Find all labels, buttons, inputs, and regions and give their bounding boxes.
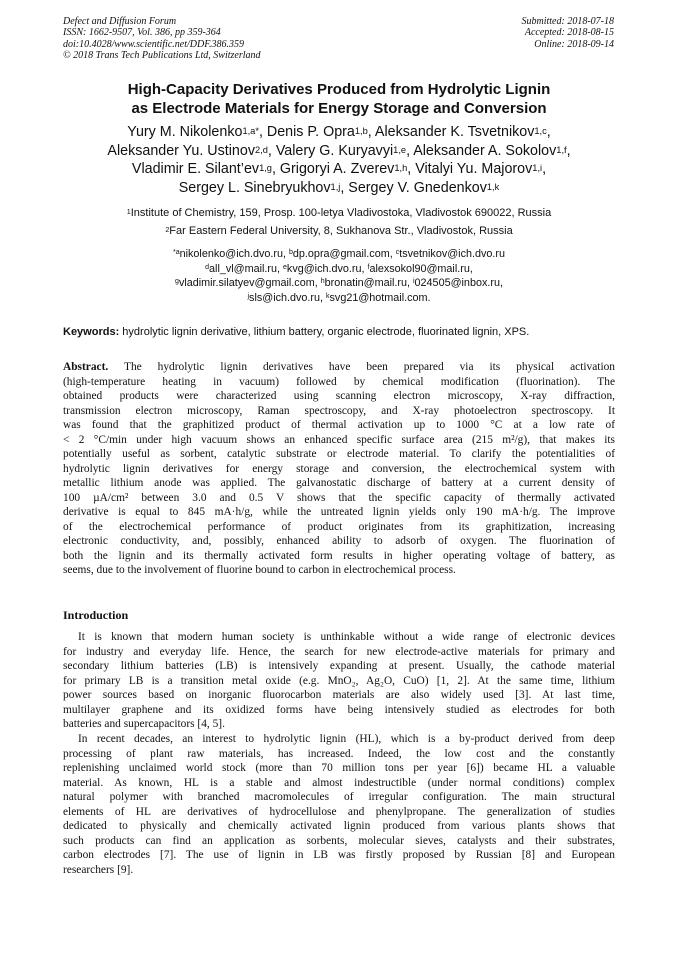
author-separator: , (406, 142, 414, 159)
abstract-line: (high-temperature heating in vacuum) followed by chemical modification (fluorination). The (63, 375, 615, 388)
paragraph-line: replenishing unclaimed world stock (more than 70 million tons per year [6]) became HL a valuable (63, 762, 615, 774)
author-separator: , (566, 142, 571, 159)
email-marker: e (283, 263, 287, 271)
paragraph-line: carbon electrodes [7]. The use of lignin in LB was firstly proposed by Russian [8] and European (63, 849, 615, 861)
author-name: Aleksander Yu. Ustinov (107, 142, 255, 159)
email-separator: , (499, 277, 503, 290)
email-marker: f (367, 263, 370, 271)
author-list (30, 123, 648, 197)
author-name: Aleksander K. Tsvetnikov (374, 124, 535, 140)
email-address: alexsokol90@mail.ru (369, 262, 470, 275)
author-line (30, 179, 648, 198)
journal-info (63, 16, 261, 62)
accepted-date: Accepted: 2018-08-15 (524, 27, 614, 39)
abstract-text: The hydrolytic lignin derivatives have been prepared via its physical activation (108, 361, 615, 373)
abstract-line: < 2 °C/min under high vacuum shows an enhanced specific surface area (215 m²/g), that makes its (63, 433, 615, 446)
abstract-line: metallic lithium anode was applied. The galvanostatic discharge of battery at a current density of (63, 477, 615, 489)
affiliation-text: Far Eastern Federal University, 8, Sukhanova Str., Vladivostok, Russia (169, 225, 513, 237)
email-marker: i (412, 278, 415, 286)
email-address: all_vl@mail.ru (209, 262, 278, 275)
author-name: Vitalyi Yu. Majorov (415, 161, 533, 178)
author-line (30, 123, 648, 142)
abstract (63, 360, 615, 578)
email-line (30, 247, 648, 262)
email-separator: , (406, 277, 413, 290)
author-affiliation-marker: 1,f (556, 144, 567, 155)
author-separator: , (367, 124, 375, 140)
title-line: as Electrode Materials for Energy Storage and Conversion (131, 99, 547, 117)
email-list (30, 247, 648, 305)
affiliation-marker: 1 (126, 208, 131, 216)
journal-name: Defect and Diffusion Forum (63, 16, 177, 27)
author-separator: , (267, 142, 276, 159)
abstract-line: both the lignin and its thermally activated form results in higher operating voltage of battery, as (63, 549, 615, 562)
paragraph-line: natural polymer with branched macromolecules of irregular configuration. The main structural (63, 791, 615, 803)
email-separator: , (314, 277, 321, 290)
online-date: Online: 2018-09-14 (534, 38, 614, 50)
abstract-line: hydrolytic lignin derivatives for energy storage and conversion, the electrochemical system with (63, 462, 615, 475)
author-affiliation-marker: 1,e (393, 144, 407, 155)
email-separator: , (469, 262, 473, 275)
abstract-line: seems, due to the involvement of fluorine bound to carbon in electrochemical process. (63, 564, 456, 576)
author-affiliation-marker: 1,g (259, 163, 272, 174)
author-name: Sergey V. Gnedenkov (348, 179, 487, 196)
introduction-paragraph-1 (63, 630, 615, 732)
email-address: bronatin@mail.ru (324, 277, 407, 290)
abstract-label: Abstract. (63, 361, 109, 373)
author-separator: , (258, 124, 267, 140)
author-affiliation-marker: 1,j (330, 181, 341, 192)
author-affiliation-marker: 1,i (532, 163, 543, 174)
issn-volume-pages: ISSN: 1662-9507, Vol. 386, pp 359-364 (63, 27, 221, 39)
author-name: Sergey L. Sinebryukhov (178, 179, 331, 196)
abstract-line: 100 µA/cm² between 3.0 and 0.5 V shows that the specific capacity of thermally activated (63, 491, 615, 504)
doi: doi:10.4028/www.scientific.net/DDF.386.359 (63, 38, 245, 50)
paragraph-line: multilayer graphene and its oxidized forms have being intensively studied as electrodes for both (63, 703, 615, 716)
abstract-line: of the electrochemical performance of product originates from its graphitization, increasing (63, 520, 615, 533)
abstract-line: potentially useful as sorbent, catalytic substrate or electrode material. To clarify the potentialities of (63, 448, 615, 460)
author-separator: , (542, 161, 547, 178)
email-line (30, 291, 648, 306)
author-name: Denis P. Opra (266, 124, 355, 140)
paragraph-line: for industry and everyday life. Hence, the search for new electrode-active materials for primary and (63, 645, 615, 658)
abstract-line: was found that the graphitized product of thermal activation up to 1000 °C at a low rate of (63, 419, 615, 431)
paragraph-line: It is known that modern human society is unthinkable without a wide range of electronic devices (78, 631, 615, 643)
email-separator: , (361, 262, 368, 275)
abstract-line: obtained products were characterized using scanning electron microscopy, X-ray diffraction, (63, 390, 615, 402)
paragraph-line: In recent decades, an interest to hydrolytic lignin (HL), which is a by-product derived from deep (78, 733, 615, 745)
email-marker: c (395, 249, 400, 256)
abstract-line: derivative is equal to 845 mA·h/g, while the untreated lignin yields only 190 mA·h/g. The improve (63, 506, 615, 518)
email-separator: . (427, 291, 431, 304)
paragraph-line: such products can find an application as sorbents, molecular sieves, catalysts and their substrates, (63, 834, 615, 847)
email-address: vladimir.silatyev@gmail.com (178, 277, 315, 290)
author-separator: , (340, 179, 349, 196)
author-line (30, 160, 648, 179)
copyright: © 2018 Trans Tech Publications Ltd, Switzerland (63, 50, 261, 62)
email-line (30, 262, 648, 277)
paragraph-line: secondary lithium batteries (LB) is intensively expanding at present. Usually, the cathode material (63, 660, 615, 672)
author-separator: , (271, 161, 280, 178)
email-address: svg21@hotmail.com (329, 291, 428, 304)
paragraph-line: processing of plant raw materials, has increased. Indeed, the low cost and the constantly (63, 747, 615, 760)
email-address: sls@ich.dvo.ru (249, 291, 321, 304)
paragraph-line: material. As known, HL is a stable and almost indestructible (under normal conditions) complex (63, 776, 615, 789)
keywords-label: Keywords: (63, 326, 120, 338)
introduction-paragraph-2 (63, 732, 615, 877)
email-address: dp.opra@gmail.com (292, 248, 390, 260)
email-separator: , (320, 291, 327, 304)
affiliation-2 (30, 224, 648, 238)
email-marker: g (175, 278, 179, 286)
abstract-line: transmission electron microscopy, Raman spectroscopy, and X-ray photoelectron spectroscopy. It (63, 404, 615, 417)
email-address: tsvetnikov@ich.dvo.ru (399, 248, 505, 260)
author-affiliation-marker: 1,k (486, 181, 500, 192)
author-name: Aleksander A. Sokolov (413, 142, 557, 159)
author-affiliation-marker: 1,c (534, 126, 547, 136)
author-separator: , (407, 161, 416, 178)
publication-dates (522, 16, 615, 50)
paper-title (40, 81, 638, 118)
paragraph-line: power sources based on inorganic fluorocarbon materials are also widely used [3]. At last time, (63, 689, 615, 701)
section-heading-introduction: Introduction (63, 608, 129, 622)
author-name: Vladimir E. Silant’ev (131, 161, 260, 178)
email-marker: d (205, 263, 210, 271)
email-address: nikolenko@ich.dvo.ru (179, 248, 284, 260)
keywords-text: hydrolytic lignin derivative, lithium battery, organic electrode, fluorinated lignin, XPS. (119, 326, 530, 338)
email-marker: b (289, 249, 293, 256)
paragraph-line: batteries and supercapacitors [4, 5]. (63, 718, 225, 730)
author-affiliation-marker: 1,h (394, 163, 408, 174)
paragraph-line: for primary LB is a transition metal oxide (e.g. MnO₂, Ag₂O, CuO) [1, 2]. At the same time, lithium (63, 674, 615, 687)
abstract-line (63, 360, 615, 375)
author-name: Grigoryi A. Zverev (279, 161, 395, 178)
email-separator: , (277, 262, 284, 275)
paragraph-line: researchers [9]. (63, 863, 134, 876)
author-name: Yury M. Nikolenko (127, 124, 243, 140)
email-marker: j (247, 292, 250, 300)
email-separator: , (283, 248, 290, 260)
paragraph-line: elements of HL are derivatives of hydrocellulose and phenylpropane. The generalization of studies (63, 805, 615, 818)
author-separator: , (546, 124, 551, 140)
author-affiliation-marker: 2,d (254, 144, 268, 155)
paragraph-line: dedicated to physically and chemically activated lignin produced from various plants shows that (63, 820, 615, 832)
email-address: kvg@ich.dvo.ru (286, 262, 362, 275)
author-name: Valery G. Kuryavyi (275, 142, 394, 159)
abstract-line: electronic conductivity, and, possibly, enhanced ability to adsorb of oxygen. The fluorination of (63, 535, 615, 547)
email-marker: *a (172, 249, 180, 256)
email-line (30, 276, 648, 291)
author-affiliation-marker: 1,a* (242, 126, 259, 136)
title-line: High-Capacity Derivatives Produced from Hydrolytic Lignin (127, 81, 551, 98)
email-address: 024505@inbox.ru (414, 277, 500, 290)
affiliation-1 (30, 206, 648, 220)
affiliation-text: Institute of Chemistry, 159, Prosp. 100-letya Vladivostoka, Vladivostok 690022, Russia (130, 207, 552, 219)
keywords (63, 325, 623, 339)
email-marker: k (326, 292, 330, 300)
email-separator: , (389, 248, 396, 260)
submitted-date: Submitted: 2018-07-18 (521, 16, 614, 27)
author-affiliation-marker: 1,b (354, 126, 368, 136)
email-marker: h (320, 278, 325, 286)
affiliation-marker: 2 (165, 226, 170, 234)
author-line (30, 142, 648, 161)
